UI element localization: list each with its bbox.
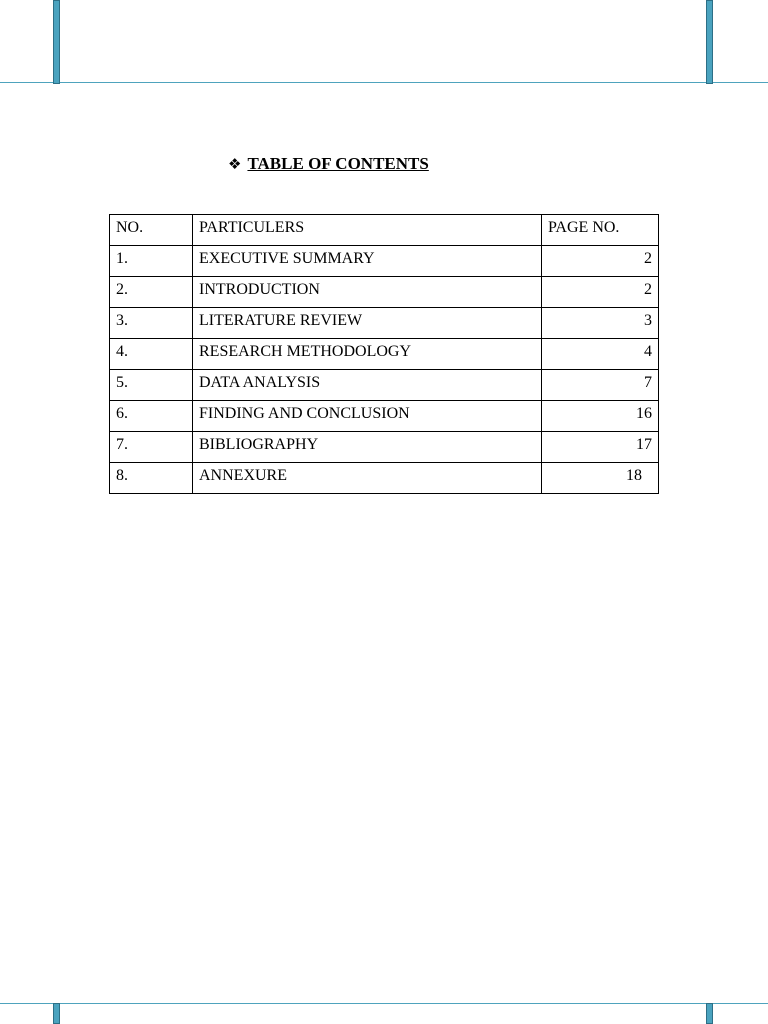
table-header-row: [110, 215, 659, 246]
row-page-number: 3: [542, 308, 659, 339]
table-row: [110, 432, 659, 463]
row-number: 7.: [110, 432, 193, 463]
row-particulars: RESEARCH METHODOLOGY: [193, 339, 542, 370]
row-page-number: 17: [542, 432, 659, 463]
row-number: 3.: [110, 308, 193, 339]
table-row: [110, 246, 659, 277]
table-row: [110, 463, 659, 494]
row-number: 6.: [110, 401, 193, 432]
row-number: 5.: [110, 370, 193, 401]
row-page-number: 18: [542, 463, 659, 494]
table-row: [110, 370, 659, 401]
row-particulars: LITERATURE REVIEW: [193, 308, 542, 339]
row-page-number: 2: [542, 277, 659, 308]
page-border-top-line: [0, 82, 768, 83]
row-particulars: INTRODUCTION: [193, 277, 542, 308]
table-row: [110, 308, 659, 339]
row-number: 8.: [110, 463, 193, 494]
table-row: [110, 339, 659, 370]
page-border-bottom-right-bar: [706, 1003, 713, 1024]
row-particulars: DATA ANALYSIS: [193, 370, 542, 401]
page-title: TABLE OF CONTENTS: [247, 154, 429, 173]
page-heading: [228, 154, 429, 174]
row-number: 1.: [110, 246, 193, 277]
header-particulars: PARTICULERS: [193, 215, 542, 246]
row-number: 2.: [110, 277, 193, 308]
page-border-bottom-line: [0, 1003, 768, 1004]
row-page-number: 2: [542, 246, 659, 277]
row-page-number: 16: [542, 401, 659, 432]
row-number: 4.: [110, 339, 193, 370]
table-row: [110, 401, 659, 432]
table-row: [110, 277, 659, 308]
page-border-top-right-bar: [706, 0, 713, 84]
header-no: NO.: [110, 215, 193, 246]
row-particulars: BIBLIOGRAPHY: [193, 432, 542, 463]
row-page-number: 4: [542, 339, 659, 370]
row-particulars: FINDING AND CONCLUSION: [193, 401, 542, 432]
page-border-top-left-bar: [53, 0, 60, 84]
header-page-no: PAGE NO.: [542, 215, 659, 246]
table-of-contents: [109, 214, 659, 494]
diamond-bullet-icon: ❖: [228, 155, 242, 173]
row-page-number: 7: [542, 370, 659, 401]
row-particulars: EXECUTIVE SUMMARY: [193, 246, 542, 277]
row-particulars: ANNEXURE: [193, 463, 542, 494]
page-border-bottom-left-bar: [53, 1003, 60, 1024]
